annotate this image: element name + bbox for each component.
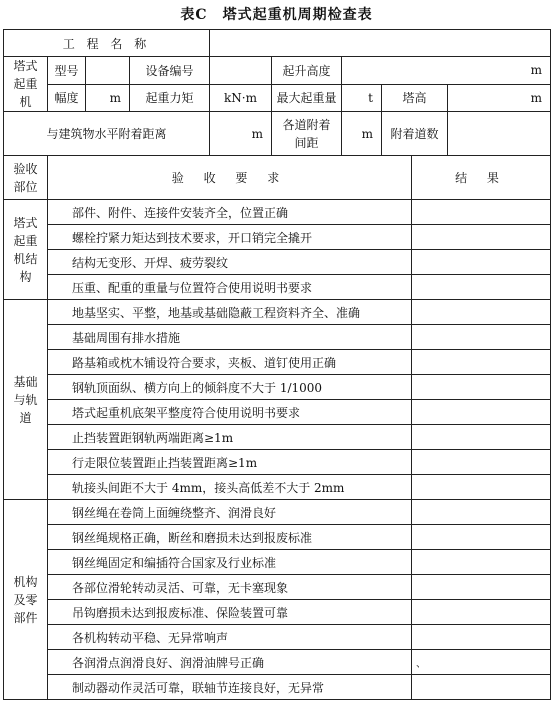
requirement-row (4, 225, 551, 250)
requirement-text: 塔式起重机底架平整度符合使用说明书要求 (48, 400, 412, 425)
tower-height-unit: m (448, 84, 551, 112)
equipment-no-label: 设备编号 (130, 57, 210, 85)
result-cell[interactable] (412, 500, 551, 525)
requirement-text: 行走限位装置距止挡装置距离≥1m (48, 450, 412, 475)
amplitude-unit: m (86, 84, 130, 112)
requirement-text: 钢丝绳规格正确，断丝和磨损未达到报废标准 (48, 525, 412, 550)
result-cell[interactable] (412, 400, 551, 425)
result-cell[interactable] (412, 600, 551, 625)
requirement-row (4, 375, 551, 400)
lift-height-label: 起升高度 (272, 57, 342, 85)
requirement-row (4, 650, 551, 675)
requirement-row (4, 575, 551, 600)
amplitude-label: 幅度 (48, 84, 86, 112)
equipment-no-value[interactable] (210, 57, 272, 85)
result-cell[interactable] (412, 375, 551, 400)
requirement-row (4, 400, 551, 425)
result-column-header: 结 果 (412, 156, 551, 200)
requirement-text: 部件、附件、连接件安装齐全，位置正确 (48, 200, 412, 225)
result-cell[interactable] (412, 475, 551, 500)
requirement-row (4, 450, 551, 475)
attach-count-value[interactable] (448, 112, 551, 156)
section-foundation-track: 基础与轨道 (4, 300, 48, 500)
lifting-moment-unit: kN·m (210, 84, 272, 112)
requirement-text: 轨接头间距不大于 4mm，接头高低差不大于 2mm (48, 475, 412, 500)
result-cell[interactable]: 、 (412, 650, 551, 675)
requirement-text: 吊钩磨损未达到报废标准、保险装置可靠 (48, 600, 412, 625)
requirement-row (4, 275, 551, 300)
requirement-row (4, 525, 551, 550)
requirement-row (4, 300, 551, 325)
tower-height-label: 塔高 (382, 84, 448, 112)
attach-spacing-unit: m (342, 112, 382, 156)
result-cell[interactable] (412, 250, 551, 275)
result-cell[interactable] (412, 625, 551, 650)
requirement-row (4, 475, 551, 500)
section-structure: 塔式起重机结构 (4, 200, 48, 300)
result-cell[interactable] (412, 200, 551, 225)
attach-count-label: 附着道数 (382, 112, 448, 156)
requirement-text: 压重、配重的重量与位置符合使用说明书要求 (48, 275, 412, 300)
requirement-row (4, 350, 551, 375)
result-cell[interactable] (412, 275, 551, 300)
result-cell[interactable] (412, 225, 551, 250)
requirement-text: 结构无变形、开焊、疲劳裂纹 (48, 250, 412, 275)
requirement-text: 钢轨顶面纵、横方向上的倾斜度不大于 1/1000 (48, 375, 412, 400)
project-name-value[interactable] (210, 30, 551, 57)
requirement-text: 止挡装置距钢轨两端距离≥1m (48, 425, 412, 450)
model-value[interactable] (86, 57, 130, 85)
requirement-text: 地基坚实、平整，地基或基础隐蔽工程资料齐全、准确 (48, 300, 412, 325)
section-mechanism-parts: 机构及零部件 (4, 500, 48, 700)
max-load-unit: t (342, 84, 382, 112)
requirement-column-header: 验 收 要 求 (48, 156, 412, 200)
attach-distance-unit: m (210, 112, 272, 156)
attach-spacing-label: 各道附着间距 (272, 112, 342, 156)
requirement-text: 各机构转动平稳、无异常响声 (48, 625, 412, 650)
result-cell[interactable] (412, 450, 551, 475)
result-cell[interactable] (412, 350, 551, 375)
lift-height-unit: m (342, 57, 551, 85)
requirement-row (4, 675, 551, 700)
lifting-moment-label: 起重力矩 (130, 84, 210, 112)
requirement-row (4, 200, 551, 225)
part-column-header: 验收部位 (4, 156, 48, 200)
result-cell[interactable] (412, 425, 551, 450)
requirement-text: 路基箱或枕木铺设符合要求，夹板、道钉使用正确 (48, 350, 412, 375)
requirement-text: 制动器动作灵活可靠，联轴节连接良好，无异常 (48, 675, 412, 700)
result-cell[interactable] (412, 300, 551, 325)
requirement-row (4, 425, 551, 450)
requirement-row (4, 325, 551, 350)
result-cell[interactable] (412, 675, 551, 700)
result-cell[interactable] (412, 575, 551, 600)
result-cell[interactable] (412, 325, 551, 350)
project-name-label: 工 程 名 称 (4, 30, 210, 57)
requirement-row (4, 625, 551, 650)
requirement-text: 钢丝绳在卷筒上面缠绕整齐、润滑良好 (48, 500, 412, 525)
result-cell[interactable] (412, 550, 551, 575)
crane-label: 塔式起重机 (4, 57, 48, 112)
requirement-text: 各润滑点润滑良好、润滑油牌号正确 (48, 650, 412, 675)
requirement-text: 钢丝绳固定和编插符合国家及行业标准 (48, 550, 412, 575)
requirement-text: 基础周围有排水措施 (48, 325, 412, 350)
requirement-text: 螺栓拧紧力矩达到技术要求，开口销完全撬开 (48, 225, 412, 250)
max-load-label: 最大起重量 (272, 84, 342, 112)
table-title: 表C 塔式起重机周期检查表 (180, 7, 373, 23)
requirement-row (4, 500, 551, 525)
requirement-row (4, 250, 551, 275)
requirement-text: 各部位滑轮转动灵活、可靠，无卡塞现象 (48, 575, 412, 600)
attach-distance-label: 与建筑物水平附着距离 (4, 112, 210, 156)
model-label: 型号 (48, 57, 86, 85)
requirement-row (4, 550, 551, 575)
requirement-row (4, 600, 551, 625)
inspection-table (3, 29, 551, 700)
result-cell[interactable] (412, 525, 551, 550)
